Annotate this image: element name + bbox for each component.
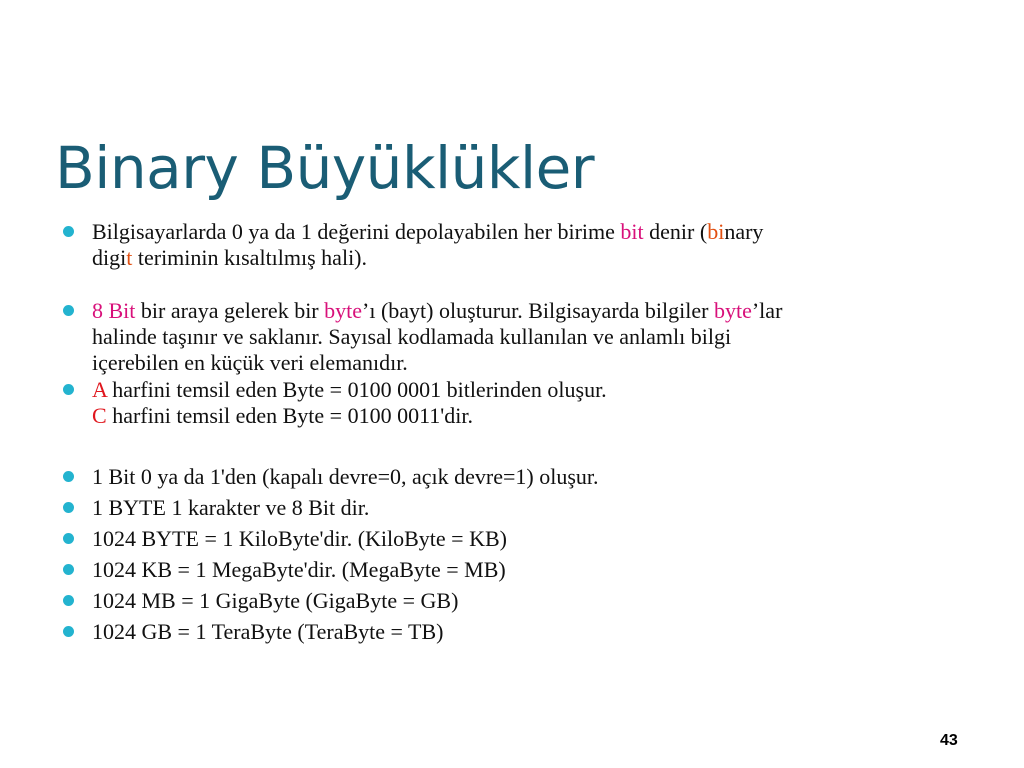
text: digi: [92, 245, 127, 270]
bullet-item: 1024 GB = 1 TeraByte (TeraByte = TB): [92, 619, 444, 644]
text: teriminin kısaltılmış hali).: [132, 245, 368, 270]
page-number: 43: [940, 732, 958, 749]
bullet-item: 1 Bit 0 ya da 1'den (kapalı devre=0, açık devre=1) oluşur.: [92, 464, 599, 489]
highlight-byte: byte: [324, 298, 363, 323]
bullet-dot-icon: [63, 471, 74, 482]
text: içerebilen en küçük veri elemanıdır.: [92, 350, 408, 375]
bullet-dot-icon: [63, 502, 74, 513]
bullet-item-byte: [92, 298, 972, 376]
text: bir araya gelerek bir: [135, 298, 325, 323]
bullet-dot-icon: [63, 226, 74, 237]
bullet-dot-icon: [63, 595, 74, 606]
bullet-item-letters: [92, 377, 972, 429]
bullet-dot-icon: [63, 384, 74, 395]
bullet-item: 1024 KB = 1 MegaByte'dir. (MegaByte = MB): [92, 557, 506, 582]
text: halinde taşınır ve saklanır. Sayısal kodlamada kullanılan ve anlamlı bilgi: [92, 324, 732, 349]
bullet-item: 1024 BYTE = 1 KiloByte'dir. (KiloByte = KB): [92, 526, 507, 551]
text: ’ı (bayt) oluşturur. Bilgisayarda bilgiler: [362, 298, 714, 323]
bullet-item: 1024 MB = 1 GigaByte (GigaByte = GB): [92, 588, 459, 613]
highlight-a: A: [92, 377, 107, 402]
highlight-bit: bit: [620, 219, 644, 244]
slide-title: Binary Büyüklükler: [55, 134, 595, 202]
text: ’lar: [751, 298, 783, 323]
bullet-dot-icon: [63, 626, 74, 637]
bullet-item-bit: [92, 219, 972, 271]
highlight-c: C: [92, 403, 107, 428]
highlight-t: t: [126, 245, 133, 270]
bullet-dot-icon: [63, 533, 74, 544]
text: denir (: [643, 219, 708, 244]
highlight-bi: bi: [707, 219, 725, 244]
highlight-8-bit: 8 Bit: [92, 298, 136, 323]
bullet-dot-icon: [63, 305, 74, 316]
bullet-item: 1 BYTE 1 karakter ve 8 Bit dir.: [92, 495, 370, 520]
text: harfini temsil eden Byte = 0100 0001 bitlerinden oluşur.: [106, 377, 607, 402]
text: Bilgisayarlarda 0 ya da 1 değerini depolayabilen her birime: [92, 219, 621, 244]
text: nary: [724, 219, 764, 244]
text: harfini temsil eden Byte = 0100 0011'dir.: [106, 403, 473, 428]
highlight-byte: byte: [713, 298, 752, 323]
bullet-dot-icon: [63, 564, 74, 575]
